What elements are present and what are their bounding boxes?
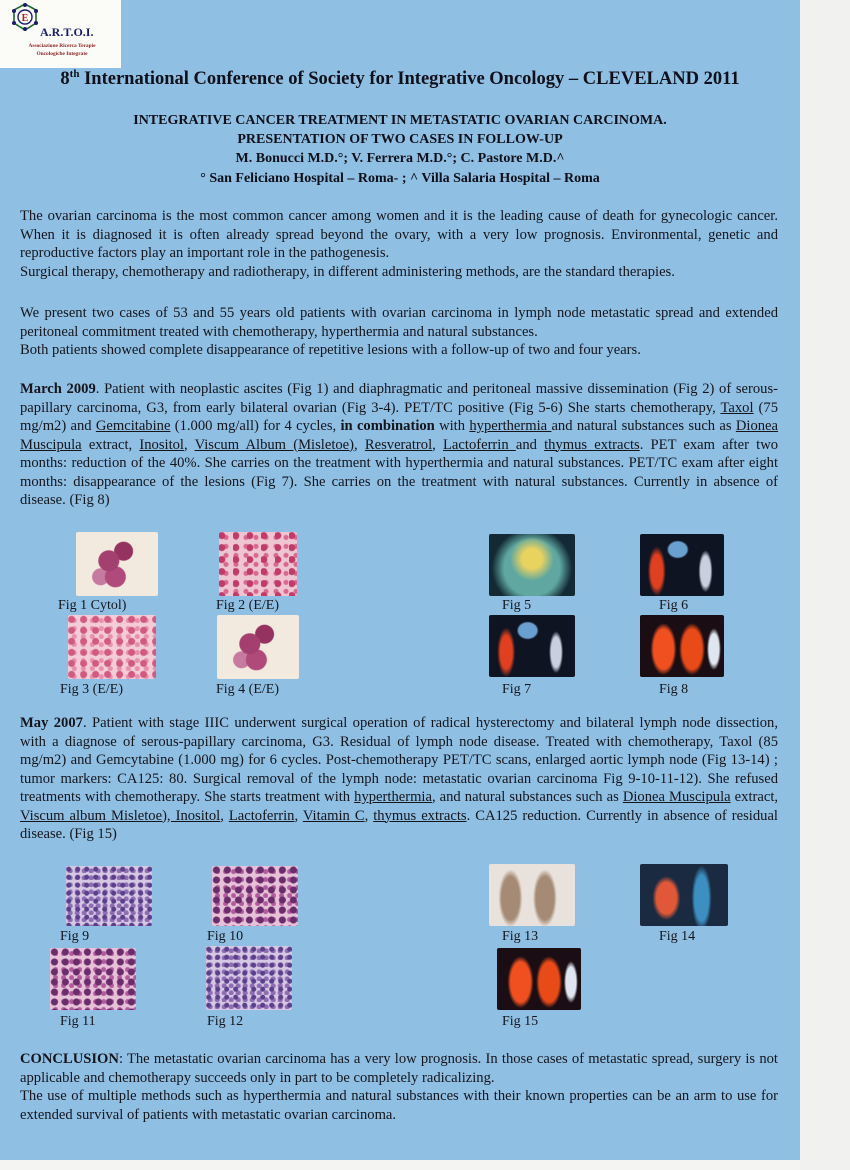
fig-3-caption: Fig 3 (E/E) [60,682,123,697]
fig-4-image [217,615,299,679]
case-1-text: March 2009. Patient with neoplastic ascites (Fig 1) and diaphragmatic and peritoneal massive dissemination (Fig 2) of serous-papillary carcinoma, G3, from early bilateral ovarian (Fig 3-4). PET/TC positive (Fig 5-6) She starts chemotherapy, Taxol (75 mg/m2) and Gemcitabine (1.000 mg/all) for 4 cycles, in combination with hyperthermia and natural substances such as Dionea Muscipula extract, Inositol, Viscum Album (Misletoe), Resveratrol, Lactoferrin and thymus extracts. PET exam after two months: reduction of the 40%. She carries on the treatment with hyperthermia and natural substances. PET/TC exam after eight months: disappearance of the lesions (Fig 7). She carries on the treatment with natural substances. Currently in absence of disease. (Fig 8) [20,381,779,508]
authors: M. Bonucci M.D.°; V. Ferrera M.D.°; C. Pastore M.D.^ [235,151,565,166]
fig-11-caption: Fig 11 [60,1014,96,1029]
conclusion-label: CONCLUSION [20,1051,119,1067]
logo-name: A.R.T.O.I. [40,25,94,39]
fig-2-caption: Fig 2 (E/E) [216,598,279,613]
logo-subtitle-1: Associazione Ricerca Terapie [28,43,96,49]
poster-title-line-2: PRESENTATION OF TWO CASES IN FOLLOW-UP [237,132,563,147]
fig-13-image [489,864,575,926]
fig-12-image [206,946,292,1010]
case-2-text: May 2007. Patient with stage IIIC underwent surgical operation of radical hysterectomy and bilateral lymph node dissection, with a diagnose of serous-papillary carcinoma, G3. Residual of lymph node disease. Treated with chemotherapy, Taxol (85 mg/m2) and Gemcytabine (1.000 mg) for 6 cycles. Post-chemotherapy PET/TC scans, enlarged aortic lymph node (Fig 13-14) ; tumor markers: CA125: 80. Surgical removal of the lymph node: metastatic ovarian carcinoma Fig 9-10-11-12). She refused treatments with chemotherapy. She starts treatment with hyperthermia, and natural substances such as Dionea Muscipula extract, Viscum album Misletoe), Inositol, Lactoferrin, Vitamin C, thymus extracts. CA125 reduction. Currently in absence of residual disease. (Fig 15) [20,715,779,842]
conclusion-section: CONCLUSION: The metastatic ovarian carcinoma has a very low prognosis. In those cases of metastatic spread, surgery is not applicable and chemotherapy succeeds only in part to be completely radicalizing. The use of multiple methods such as hyperthermia and natural substances with their known properties can be an arm to use for extended survival of patients with metastatic ovarian carcinoma. [20,1051,778,1123]
fig-10-caption: Fig 10 [207,929,244,944]
fig-14-caption: Fig 14 [659,929,696,944]
fig-6-image [640,534,724,596]
fig-11-image [50,948,136,1010]
fig-15-caption: Fig 15 [502,1014,539,1029]
fig-8-caption: Fig 8 [659,682,689,697]
intro-therapies: Surgical therapy, chemotherapy and radiotherapy, in different administering methods, are the standard therapies. [20,263,675,280]
fig-7-caption: Fig 7 [502,682,532,697]
fig-13-caption: Fig 13 [502,929,539,944]
intro-section [20,207,778,281]
fig-9-caption: Fig 9 [60,929,90,944]
cases-followup: Both patients showed complete disappearance of repetitive lesions with a follow-up of two and four years. [20,342,641,358]
page-margin [800,0,850,1170]
fig-7-image [489,615,575,677]
affiliations: ° San Feliciano Hospital – Roma- ; ^ Villa Salaria Hospital – Roma [200,171,600,186]
fig-2-image [219,532,297,596]
svg-text:E: E [21,13,29,24]
intro-paragraph: The ovarian carcinoma is the most common cancer among women and it is the leading cause of death for gynecologic cancer. When it is diagnosed it is often already spread beyond the ovary, with a very low prognosis. Environmental, genetic and reproductive factors play an important role in the pathogenesis. [20,208,778,261]
artoi-emblem-icon [10,2,40,32]
fig-14-image [640,864,728,926]
cases-summary-paragraph: We present two cases of 53 and 55 years old patients with ovarian carcinoma in lymph node metastatic spread and extended peritoneal commitment treated with chemotherapy, hyperthermia and natural substances. [20,305,778,340]
fig-3-image [68,615,156,679]
logo-subtitle-2: Oncologiche Integrate [36,51,88,57]
fig-15-image [497,948,581,1010]
conclusion-paragraph-2: The use of multiple methods such as hyperthermia and natural substances with their known properties can be an arm to use for extended survival of patients with metastatic ovarian carcinoma. [20,1088,778,1123]
fig-6-caption: Fig 6 [659,598,689,613]
fig-9-image [66,866,152,926]
fig-4-caption: Fig 4 (E/E) [216,682,279,697]
fig-1-caption: Fig 1 Cytol) [58,598,127,613]
artoi-logo [0,0,121,68]
fig-12-caption: Fig 12 [207,1014,244,1029]
fig-5-caption: Fig 5 [502,598,532,613]
fig-1-image [76,532,158,596]
fig-10-image [212,866,298,926]
poster-title-line-1: INTEGRATIVE CANCER TREATMENT IN METASTATIC OVARIAN CARCINOMA. [133,113,667,128]
fig-5-image [489,534,575,596]
fig-8-image [640,615,724,677]
conference-title: 8th International Conference of Society for Integrative Oncology – CLEVELAND 2011 [60,68,740,90]
cases-summary [20,304,778,360]
